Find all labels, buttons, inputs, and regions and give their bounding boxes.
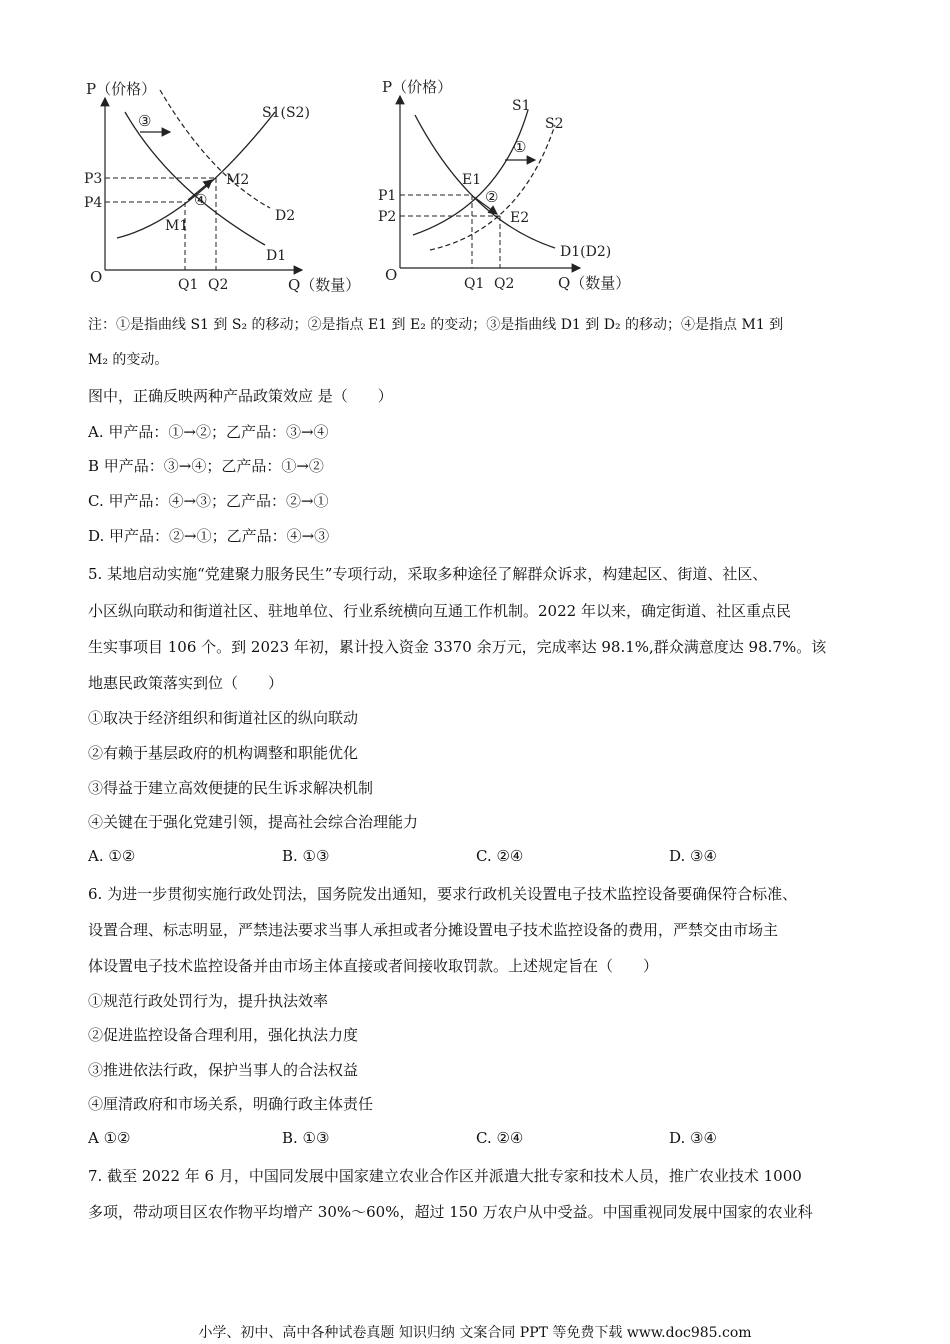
q5-item-1: ①取决于经济组织和街道社区的纵向联动 [88,709,359,727]
q6-item-4: ④厘清政府和市场关系，明确行政主体责任 [88,1095,374,1113]
left-p4-label: P4 [84,195,103,211]
q5-choice-b: B. ①③ [282,847,330,865]
q6-item-1: ①规范行政处罚行为，提升执法效率 [88,992,329,1010]
q4-option-a: A. 甲产品：①→②；乙产品：③→④ [88,423,329,441]
q5-line-3: 生实事项目 106 个。到 2023 年初，累计投入资金 3370 余万元，完成率达 98.1%,群众满意度达 98.7%。该 [88,638,827,656]
q7-line-2: 多项，带动项目区农作物平均增产 30%～60%，超过 150 万农户从中受益。中国重视同发展中国家的农业科 [88,1203,813,1221]
right-p1-label: P1 [378,188,397,204]
q6-line-1: 6. 为进一步贯彻实施行政处罚法，国务院发出通知，要求行政机关设置电子技术监控设备要确保符合标准、 [88,885,798,903]
left-supply-label: S1(S2) [262,105,310,121]
q5-item-4: ④关键在于强化党建引领，提高社会综合治理能力 [88,813,419,831]
left-marker-4: ④ [194,191,208,209]
left-m2-label: M2 [226,172,250,188]
left-x-axis-label: Q（数量） [288,276,361,294]
right-x-axis-label: Q（数量） [558,274,631,292]
q4-stem: 图中，正确反映两种产品政策效应 是（ ） [88,387,393,405]
left-d2-label: D2 [275,208,296,224]
left-origin: O [90,268,103,286]
supply-demand-figure [80,70,640,300]
q6-choice-b: B. ①③ [282,1129,330,1147]
right-y-axis-label: P（价格） [382,78,453,96]
left-demand-curve-d2 [160,90,270,208]
q5-line-2: 小区纵向联动和街道社区、驻地单位、行业系统横向互通工作机制。2022 年以来，确定街道、社区重点民 [88,602,791,620]
q4-option-b: B 甲产品：③→④；乙产品：①→② [88,457,324,475]
note-line-1: 注：①是指曲线 S1 到 S₂ 的移动；②是指点 E1 到 E₂ 的变动；③是指曲线 D1 到 D₂ 的移动；④是指点 M1 到 [88,317,784,333]
q6-item-3: ③推进依法行政，保护当事人的合法权益 [88,1061,359,1079]
right-origin: O [385,266,398,284]
left-q2-label: Q2 [208,277,229,293]
q6-line-2: 设置合理、标志明显，严禁违法要求当事人承担或者分摊设置电子技术监控设备的费用，严禁交由市场主 [88,921,779,939]
left-supply-curve [117,112,275,238]
q6-choice-d: D. ③④ [669,1129,717,1147]
right-marker-2: ② [485,188,499,206]
right-marker-1: ① [513,138,527,156]
q5-choice-d: D. ③④ [669,847,717,865]
left-m1-label: M1 [165,218,189,234]
right-demand-curve [415,115,555,248]
left-marker-3: ③ [138,112,152,130]
right-s1-label: S1 [512,98,531,114]
right-p2-label: P2 [378,209,397,225]
right-q1-label: Q1 [464,276,485,292]
q5-item-2: ②有赖于基层政府的机构调整和职能优化 [88,744,359,762]
left-y-axis-label: P（价格） [86,80,157,98]
q5-line-4: 地惠民政策落实到位（ ） [88,674,284,692]
q6-choice-a: A ①② [88,1129,131,1147]
q5-item-3: ③得益于建立高效便捷的民生诉求解决机制 [88,779,374,797]
q6-line-3: 体设置电子技术监控设备并由市场主体直接或者间接收取罚款。上述规定旨在（ ） [88,957,659,975]
q6-item-2: ②促进监控设备合理利用，强化执法力度 [88,1026,359,1044]
left-d1-label: D1 [266,248,287,264]
left-q1-label: Q1 [178,277,199,293]
q4-option-c: C. 甲产品：④→③；乙产品：②→① [88,492,329,510]
q5-choice-a: A. ①② [88,847,136,865]
right-q2-label: Q2 [494,276,515,292]
right-e2-label: E2 [510,210,530,226]
right-e1-label: E1 [462,172,482,188]
q5-choice-c: C. ②④ [476,847,524,865]
left-graph [84,80,360,294]
q6-choice-c: C. ②④ [476,1129,524,1147]
left-p3-label: P3 [84,171,103,187]
right-s2-label: S2 [545,116,564,132]
note-line-2: M₂ 的变动。 [88,352,169,368]
q4-option-d: D. 甲产品：②→①；乙产品：④→③ [88,527,330,545]
page-footer: 小学、初中、高中各种试卷真题 知识归纳 文案合同 PPT 等免费下载 www.doc985.com [198,1325,752,1341]
right-demand-label: D1(D2) [560,244,612,260]
q7-line-1: 7. 截至 2022 年 6 月，中国同发展中国家建立农业合作区并派遣大批专家和技术人员，推广农业技术 1000 [88,1167,802,1185]
q5-line-1: 5. 某地启动实施“党建聚力服务民生”专项行动，采取多种途径了解群众诉求，构建起区、街道、社区、 [88,565,768,583]
right-graph [378,78,630,292]
